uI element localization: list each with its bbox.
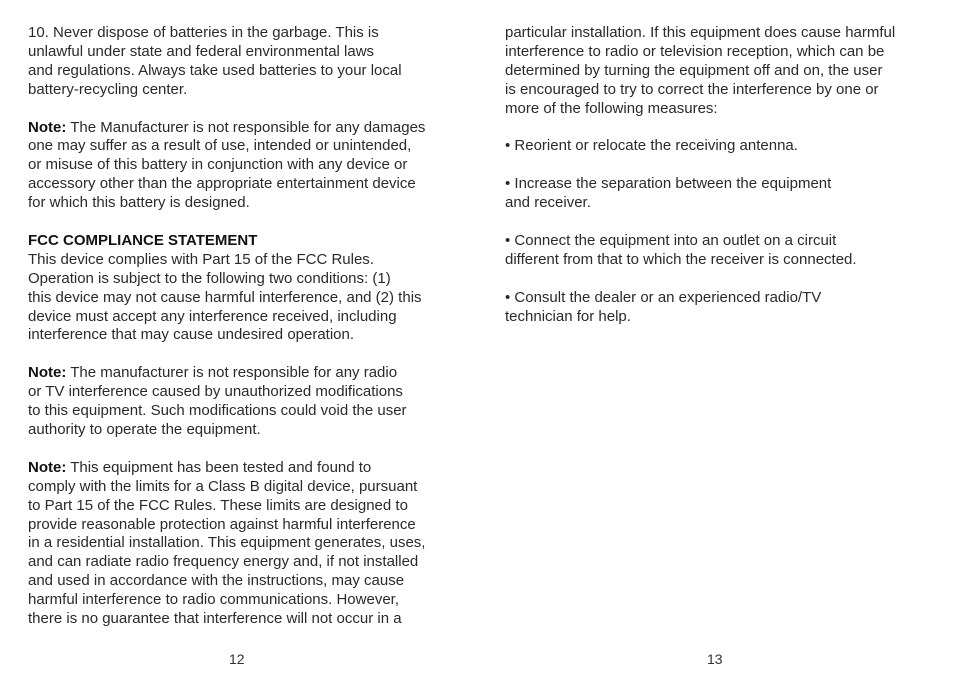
section-heading: FCC COMPLIANCE STATEMENT [28, 231, 258, 249]
measure-different-outlet [505, 232, 925, 270]
text-line: Operation is subject to the following two conditions: (1) [28, 269, 391, 287]
text-line: and used in accordance with the instructions, may cause [28, 572, 405, 590]
text-line: particular installation. If this equipment does cause harmful [505, 24, 896, 41]
text-line [28, 459, 452, 478]
text-line: provide reasonable protection against harmful interference [28, 515, 416, 533]
bullet-line: • Reorient or relocate the receiving antenna. [505, 137, 798, 155]
text-line [28, 119, 452, 138]
text-line: determined by turning the equipment off and on, the user [505, 61, 883, 79]
text-line: and can radiate radio frequency energy and, if not installed [28, 553, 419, 571]
note-label: Note: [28, 458, 67, 476]
text-line: more of the following measures: [505, 99, 718, 117]
text-line: harmful interference to radio communications. However, [28, 591, 400, 609]
bullet-line: • Connect the equipment into an outlet on a circuit [505, 231, 837, 249]
text-line: battery-recycling center. [28, 80, 188, 98]
bullet-line: • Consult the dealer or an experienced radio/TV [505, 288, 822, 306]
class-b-testing-note [28, 459, 452, 629]
interference-modifications-note [28, 364, 452, 440]
note-text: This equipment has been tested and found to [66, 458, 372, 476]
text-line: comply with the limits for a Class B digital device, pursuant [28, 477, 418, 495]
text-line: and regulations. Always take used batteries to your local [28, 61, 402, 79]
note-label: Note: [28, 118, 67, 136]
measure-increase-separation [505, 175, 925, 213]
text-line: is encouraged to try to correct the interference by one or [505, 80, 879, 98]
battery-disposal-item [28, 24, 452, 100]
text-line: authority to operate the equipment. [28, 420, 261, 438]
text-line: interference to radio or television reception, which can be [505, 42, 885, 60]
interference-continuation [505, 24, 925, 119]
text-line: accessory other than the appropriate entertainment device [28, 175, 416, 193]
manufacturer-damages-note [28, 119, 452, 214]
note-text: The Manufacturer is not responsible for any damages [66, 118, 426, 136]
text-line: This device complies with Part 15 of the FCC Rules. [28, 250, 374, 268]
text-line: 10. Never dispose of batteries in the garbage. This is [28, 24, 379, 41]
fcc-statement [28, 232, 452, 345]
page-number-left: 12 [229, 651, 245, 667]
text-line: device must accept any interference received, including [28, 307, 397, 325]
text-line: this device may not cause harmful interference, and (2) this [28, 288, 422, 306]
text-line: interference that may cause undesired operation. [28, 326, 355, 344]
text-line: one may suffer as a result of use, intended or unintended, [28, 137, 412, 155]
text-line [28, 364, 452, 383]
text-line: for which this battery is designed. [28, 194, 250, 212]
measure-reorient-antenna [505, 137, 925, 156]
text-line: there is no guarantee that interference will not occur in a [28, 610, 402, 628]
page-number-right: 13 [707, 651, 723, 667]
bullet-line: different from that to which the receiver is connected. [505, 250, 857, 268]
bullet-line: technician for help. [505, 307, 631, 325]
note-text: The manufacturer is not responsible for any radio [66, 364, 398, 382]
right-page [505, 24, 925, 345]
measure-consult-dealer [505, 289, 925, 327]
left-page [28, 24, 452, 648]
text-line: or TV interference caused by unauthorized modifications [28, 383, 403, 401]
bullet-line: and receiver. [505, 194, 591, 212]
bullet-line: • Increase the separation between the equipment [505, 175, 832, 193]
text-line: or misuse of this battery in conjunction with any device or [28, 156, 408, 174]
text-line: unlawful under state and federal environmental laws [28, 42, 375, 60]
text-line: to this equipment. Such modifications could void the user [28, 402, 407, 420]
note-label: Note: [28, 364, 67, 382]
text-line: in a residential installation. This equipment generates, uses, [28, 534, 426, 552]
text-line: to Part 15 of the FCC Rules. These limits are designed to [28, 496, 408, 514]
